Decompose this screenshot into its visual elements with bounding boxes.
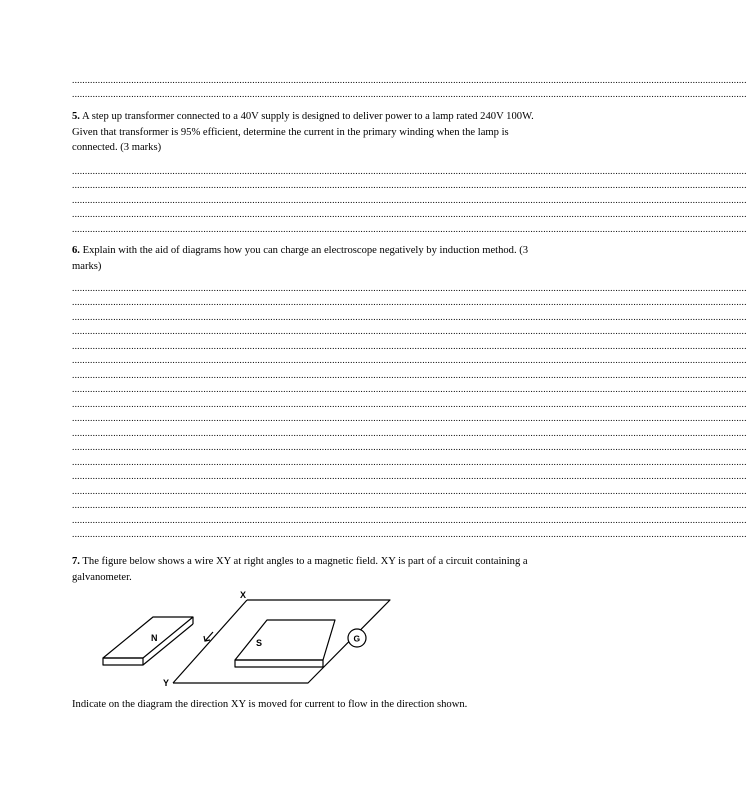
answer-line: ......................................................................................................................................................................................................................................................................	[72, 313, 747, 323]
answer-line: ......................................................................................................................................................................................................................................................................	[72, 414, 747, 424]
answer-line: ......................................................................................................................................................................................................................................................................	[72, 400, 747, 410]
answer-line: ......................................................................................................................................................................................................................................................................	[72, 342, 747, 352]
label-s: S	[256, 638, 263, 648]
question-7-number: 7.	[72, 556, 80, 567]
label-x: X	[240, 590, 247, 600]
label-n: N	[151, 633, 158, 643]
north-pole-front-face	[103, 658, 143, 665]
answer-line: ......................................................................................................................................................................................................................................................................	[72, 225, 747, 235]
south-pole-top-face	[235, 620, 335, 660]
question-7	[72, 554, 542, 585]
answer-line: ......................................................................................................................................................................................................................................................................	[72, 356, 747, 366]
answer-line: ......................................................................................................................................................................................................................................................................	[72, 196, 747, 206]
answer-line: ......................................................................................................................................................................................................................................................................	[72, 429, 747, 439]
question-7-text: The figure below shows a wire XY at right angles to a magnetic field. XY is part of a circuit containing a galvanometer.	[72, 556, 528, 583]
answer-line: ......................................................................................................................................................................................................................................................................	[72, 516, 747, 526]
answer-line: ......................................................................................................................................................................................................................................................................	[72, 284, 747, 294]
answer-line: ......................................................................................................................................................................................................................................................................	[72, 472, 747, 482]
question-6-text: Explain with the aid of diagrams how you can charge an electroscope negatively by induction method. (3 marks)	[72, 245, 529, 272]
south-pole-front-face	[235, 660, 323, 667]
north-pole-side-edge	[143, 624, 193, 665]
wire-xy	[173, 600, 247, 683]
answer-line: ......................................................................................................................................................................................................................................................................	[72, 371, 747, 381]
north-pole-top-face	[103, 617, 193, 658]
label-g: G	[353, 633, 361, 644]
answer-line: ......................................................................................................................................................................................................................................................................	[72, 458, 747, 468]
label-y: Y	[163, 678, 170, 688]
answer-line: ......................................................................................................................................................................................................................................................................	[72, 443, 747, 453]
question-7-instruction: Indicate on the diagram the direction XY is moved for current to flow in the direction shown.	[72, 699, 468, 710]
question-6	[72, 243, 542, 274]
answer-line: ......................................................................................................................................................................................................................................................................	[72, 90, 747, 100]
question-5	[72, 109, 542, 156]
answer-line: ......................................................................................................................................................................................................................................................................	[72, 210, 747, 220]
question-6-number: 6.	[72, 245, 80, 256]
question-5-text: A step up transformer connected to a 40V supply is designed to deliver power to a lamp rated 240V 100W. Given that transformer is 95% efficient, determine the current in the primary winding when the lamp is connected. (3 marks)	[72, 111, 534, 153]
answer-line: ......................................................................................................................................................................................................................................................................	[72, 530, 747, 540]
answer-line: ......................................................................................................................................................................................................................................................................	[72, 501, 747, 511]
answer-line: ......................................................................................................................................................................................................................................................................	[72, 181, 747, 191]
answer-line: ......................................................................................................................................................................................................................................................................	[72, 76, 747, 86]
answer-line: ......................................................................................................................................................................................................................................................................	[72, 385, 747, 395]
magnetic-field-figure	[95, 590, 395, 690]
answer-line: ......................................................................................................................................................................................................................................................................	[72, 167, 747, 177]
answer-line: ......................................................................................................................................................................................................................................................................	[72, 298, 747, 308]
answer-line: ......................................................................................................................................................................................................................................................................	[72, 327, 747, 337]
answer-line: ......................................................................................................................................................................................................................................................................	[72, 487, 747, 497]
question-5-number: 5.	[72, 111, 80, 122]
